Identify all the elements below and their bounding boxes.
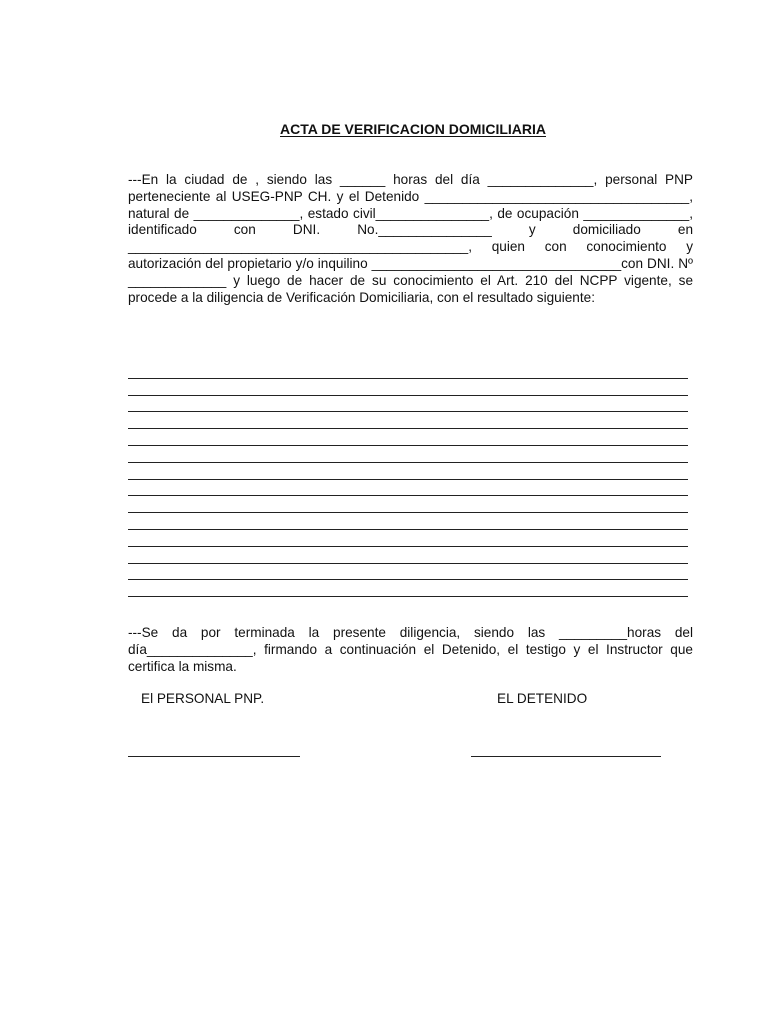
result-line	[128, 513, 688, 530]
result-line	[128, 379, 688, 396]
signature-label-detenido: EL DETENIDO	[497, 691, 588, 706]
result-lines	[128, 362, 688, 597]
document-title-text: ACTA DE VERIFICACION DOMICILIARIA	[280, 121, 546, 137]
signature-label-personal-pnp: El PERSONAL PNP.	[141, 691, 265, 706]
result-line	[128, 530, 688, 547]
result-line	[128, 463, 688, 480]
signature-line-detenido	[471, 744, 661, 757]
document-title	[0, 121, 768, 137]
result-line	[128, 362, 688, 379]
result-line	[128, 580, 688, 597]
result-line	[128, 396, 688, 413]
result-line	[128, 480, 688, 497]
result-line	[128, 496, 688, 513]
signature-line-personal-pnp	[128, 744, 300, 757]
closing-paragraph: ---Se da por terminada la presente diligencia, siendo las _________horas del día______________, firmando a continuación el Detenido, el testigo y el Instructor que certifica la misma.	[128, 625, 693, 674]
result-line	[128, 547, 688, 564]
result-line	[128, 564, 688, 581]
result-line	[128, 446, 688, 463]
intro-paragraph: ---En la ciudad de , siendo las ______ horas del día ______________, personal PNP perteneciente al USEG-PNP CH. y el Detenido ___________________________________, natural de ______________, estado civil_______________, de ocupación ______________, identificado con DNI. No._______________ y domiciliado en _____________________________________________, quien con conocimiento y autorización del propietario y/o inquilino _________________________________con DNI. Nº _____________ y luego de hacer de su conocimiento el Art. 210 del NCPP vigente, se procede a la diligencia de Verificación Domiciliaria, con el resultado siguiente:	[128, 172, 693, 305]
result-line	[128, 412, 688, 429]
result-line	[128, 429, 688, 446]
